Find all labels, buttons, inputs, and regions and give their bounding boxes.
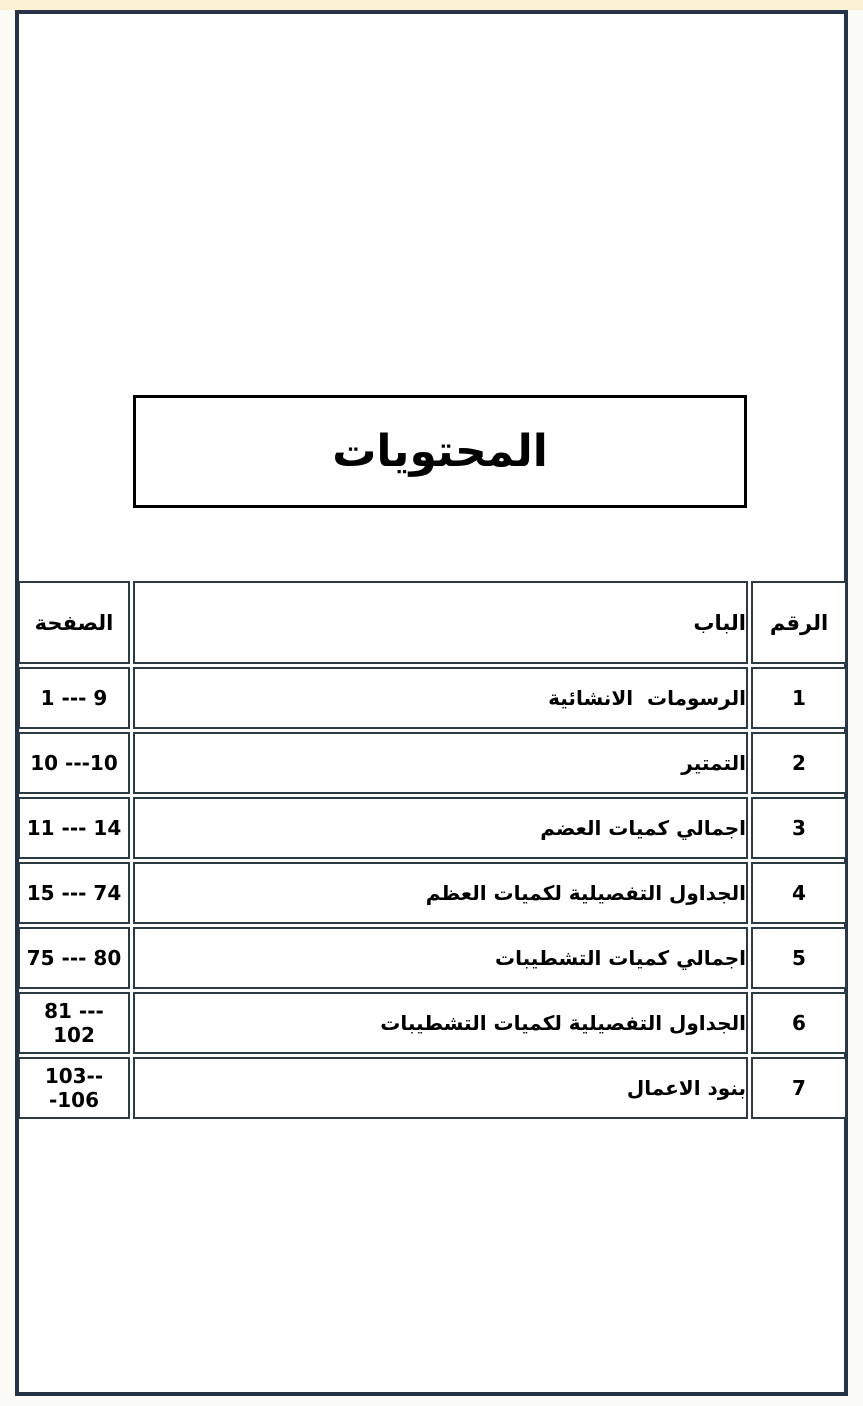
row-pages: 10 ---10: [18, 732, 130, 794]
row-chapter: الجداول التفصيلية لكميات التشطيبات: [133, 992, 748, 1054]
row-pages: 103---106: [18, 1057, 130, 1119]
row-number: 6: [751, 992, 847, 1054]
row-number: 2: [751, 732, 847, 794]
row-pages: 15 --- 74: [18, 862, 130, 924]
top-highlight-bar: [0, 0, 863, 10]
row-number: 1: [751, 667, 847, 729]
table-row: [18, 1057, 847, 1119]
row-chapter: بنود الاعمال: [133, 1057, 748, 1119]
header-number: الرقم: [751, 581, 847, 664]
row-chapter: الرسومات الانشائية: [133, 667, 748, 729]
table-row: [18, 797, 847, 859]
row-number: 3: [751, 797, 847, 859]
page-title: المحتويات: [332, 426, 548, 477]
row-pages: 1 --- 9: [18, 667, 130, 729]
table-row: [18, 667, 847, 729]
row-pages: 11 --- 14: [18, 797, 130, 859]
row-number: 7: [751, 1057, 847, 1119]
row-chapter: اجمالي كميات العضم: [133, 797, 748, 859]
header-pages: الصفحة: [18, 581, 130, 664]
contents-table: [15, 578, 850, 1122]
table-header-row: [18, 581, 847, 664]
header-chapter: الباب: [133, 581, 748, 664]
table-row: [18, 992, 847, 1054]
row-chapter: الجداول التفصيلية لكميات العظم: [133, 862, 748, 924]
table-row: [18, 927, 847, 989]
title-box: [133, 395, 747, 508]
row-chapter: التمتير: [133, 732, 748, 794]
table-row: [18, 862, 847, 924]
row-number: 4: [751, 862, 847, 924]
row-pages: 81 --- 102: [18, 992, 130, 1054]
table-row: [18, 732, 847, 794]
page-frame: [15, 10, 848, 1396]
row-chapter: اجمالي كميات التشطيبات: [133, 927, 748, 989]
table-body: [18, 667, 847, 1119]
row-pages: 75 --- 80: [18, 927, 130, 989]
row-number: 5: [751, 927, 847, 989]
